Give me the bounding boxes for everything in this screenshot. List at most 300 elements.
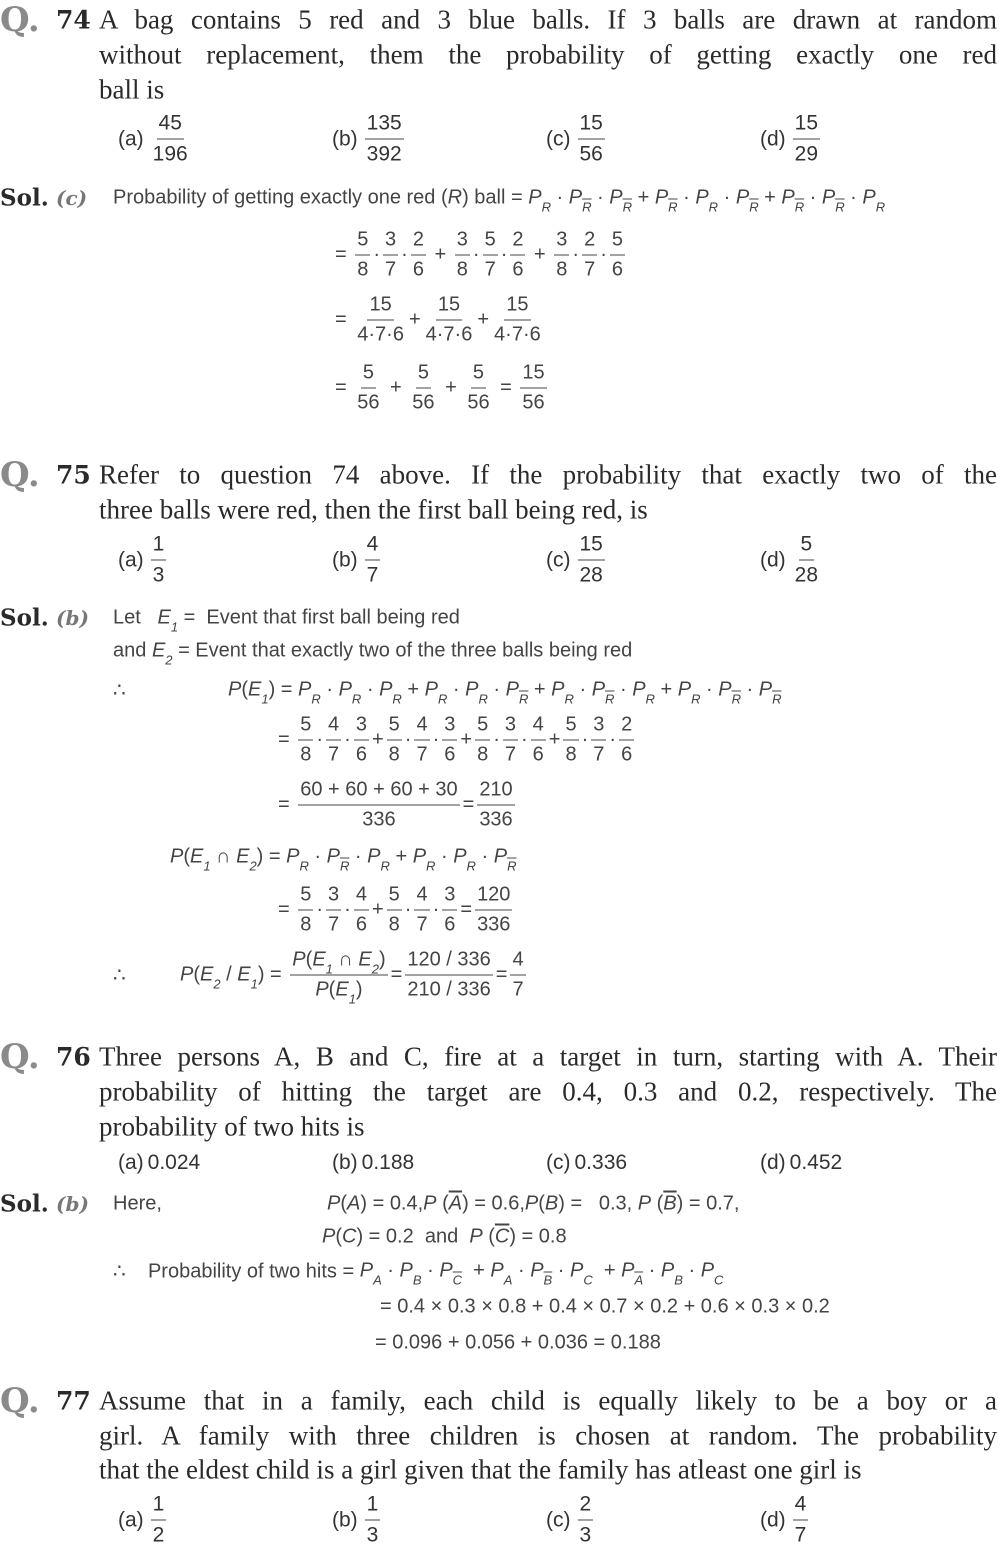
- variable-symbol: P: [695, 186, 709, 209]
- math-text: ·: [404, 728, 412, 751]
- math-subscripted-variable: [568, 186, 592, 215]
- math-text: 2: [152, 1523, 165, 1547]
- solution-line: [380, 1296, 830, 1319]
- math-text: 8: [565, 743, 577, 766]
- math-text: 7: [416, 743, 428, 766]
- fraction-numerator: [619, 714, 634, 741]
- fraction: [355, 229, 370, 282]
- fraction-numerator: [578, 533, 605, 561]
- math-text: 8: [300, 913, 312, 936]
- math-text: ·: [718, 186, 736, 209]
- answer-option: [118, 1493, 169, 1548]
- solution-answer: (b): [56, 1192, 89, 1216]
- option-label: (c): [546, 127, 571, 150]
- variable-symbol: P: [632, 678, 646, 701]
- math-subscripted-variable: [286, 845, 309, 874]
- question-text-line: ball is: [99, 74, 165, 105]
- math-text: 120 / 336: [407, 948, 491, 971]
- fraction: [510, 229, 525, 282]
- fraction: [414, 714, 429, 767]
- math-text: 60 + 60 + 60 + 30: [300, 778, 458, 801]
- question-text-line: Assume that in a family, each child is equally likely to be a boy or a: [99, 1385, 997, 1416]
- variable-subscript: R: [339, 858, 350, 874]
- question-text-line: that the eldest child is a girl given that the family has atleast one girl is: [99, 1454, 862, 1485]
- fraction-numerator: [436, 294, 462, 321]
- math-subscripted-variable: [700, 1259, 724, 1288]
- math-subscripted-variable: [200, 963, 221, 992]
- question-number: 75: [56, 460, 91, 490]
- math-text: = Event that first ball being red: [178, 606, 460, 629]
- variable-symbol: P: [505, 678, 519, 701]
- solution-line: [335, 362, 550, 415]
- math-subscripted-variable: [326, 845, 350, 874]
- math-text: +: [408, 308, 421, 331]
- math-text: 56: [522, 391, 545, 414]
- variable-subscript: A: [503, 1272, 513, 1288]
- fraction-denominator: [563, 741, 578, 767]
- fraction-numerator: [365, 1493, 381, 1521]
- math-variable: P: [524, 1192, 539, 1215]
- fraction: [455, 229, 470, 282]
- math-subscripted-variable: [157, 606, 179, 635]
- math-text: (: [651, 1192, 664, 1215]
- variable-symbol: P: [591, 678, 606, 701]
- fraction-denominator: [793, 1521, 809, 1548]
- math-text: ·: [573, 678, 592, 701]
- fraction-numerator: [387, 714, 402, 741]
- math-text: ·: [512, 1259, 531, 1282]
- math-text: ·: [472, 243, 480, 266]
- math-text: 15: [522, 361, 545, 384]
- math-text: ·: [591, 186, 610, 209]
- variable-subscript: C: [452, 1272, 463, 1288]
- variable-symbol: P: [654, 186, 669, 209]
- solution-label: Sol.: [0, 604, 49, 632]
- fraction-numerator: [387, 884, 402, 911]
- fraction-numerator: [510, 949, 525, 976]
- fraction-numerator: [298, 884, 313, 911]
- variable-subscript: R: [622, 199, 633, 215]
- variable-subscript: 2: [213, 976, 221, 992]
- math-text: ) = 0.2 and: [356, 1225, 470, 1248]
- question-text-line: probability of hitting the target are 0.4, 0.3 and 0.2, respectively. The: [99, 1076, 997, 1107]
- fraction-denominator: [475, 741, 490, 767]
- math-subscripted-variable: [236, 845, 257, 874]
- solution-line: [228, 678, 782, 707]
- variable-symbol: P: [700, 1259, 715, 1282]
- math-text: 8: [388, 913, 400, 936]
- math-text: 5: [357, 228, 369, 251]
- variable-subscript: R: [478, 691, 488, 707]
- math-text: ·: [487, 678, 506, 701]
- math-text: ·: [493, 728, 500, 751]
- math-text: 15: [579, 111, 603, 135]
- solution-line: [278, 714, 637, 767]
- option-label: (a): [118, 127, 144, 150]
- math-text: =: [390, 963, 403, 986]
- answer-option: [760, 112, 823, 167]
- question-text-line: girl. A family with three children is chosen at random. The probability: [99, 1420, 997, 1451]
- math-text: ·: [344, 898, 351, 921]
- fraction: [578, 533, 605, 588]
- fraction-denominator: [411, 256, 426, 282]
- fraction: [442, 714, 457, 767]
- fraction-numerator: [383, 229, 398, 256]
- fraction: [554, 229, 569, 282]
- math-subscripted-variable: [379, 678, 402, 707]
- fraction: [591, 714, 606, 767]
- math-text: ·: [401, 243, 408, 266]
- math-text: ·: [447, 678, 466, 701]
- math-variable: P: [637, 1192, 652, 1215]
- math-text: and: [113, 639, 152, 662]
- fraction-denominator: [578, 561, 605, 588]
- math-text: ·: [609, 728, 617, 751]
- fraction: [326, 884, 341, 937]
- variable-symbol: P: [493, 845, 508, 868]
- math-text: 4·7·6: [494, 323, 541, 346]
- variable-symbol: P: [298, 678, 312, 701]
- fraction-denominator: [554, 256, 569, 282]
- math-subscripted-variable: [654, 186, 678, 215]
- math-text: 2: [621, 713, 633, 736]
- question-text-line: A bag contains 5 red and 3 blue balls. If 3 balls are drawn at random: [99, 4, 997, 35]
- fraction-denominator: [355, 389, 381, 415]
- math-text: 7: [416, 913, 428, 936]
- math-text: (: [482, 1225, 495, 1248]
- solution-line: [180, 948, 529, 1007]
- math-text: 7: [794, 1523, 807, 1547]
- math-text: ) = 0.6,: [462, 1192, 525, 1215]
- question-text-line: Refer to question 74 above. If the probability that exactly two of the: [99, 459, 997, 490]
- math-text: 15: [579, 532, 603, 556]
- option-label: (d): [760, 1508, 786, 1531]
- math-text: 0.024: [147, 1151, 201, 1174]
- math-text: = Event that exactly two of the three balls being red: [172, 639, 633, 662]
- math-text: +: [528, 678, 552, 701]
- fraction-numerator: [520, 362, 546, 389]
- math-text: 0.336: [574, 1151, 628, 1174]
- fraction: [405, 949, 492, 1002]
- variable-subscript: R: [708, 199, 719, 215]
- variable-symbol: P: [326, 845, 340, 868]
- math-text: =: [278, 898, 296, 921]
- math-text: 8: [388, 743, 400, 766]
- variable-subscript: C: [583, 1272, 593, 1288]
- fraction-denominator: [520, 389, 546, 415]
- fraction: [619, 714, 634, 767]
- fraction: [424, 294, 475, 347]
- variable-subscript: 1: [348, 991, 356, 1007]
- math-subscripted-variable: [237, 963, 258, 992]
- math-text: 3: [152, 563, 165, 587]
- fraction-denominator: [610, 256, 625, 282]
- math-text: 4: [794, 1492, 807, 1516]
- math-text: +: [401, 678, 425, 701]
- solution-line: [327, 1193, 739, 1216]
- option-label: (b): [332, 1508, 358, 1531]
- math-text: +: [389, 845, 413, 868]
- solution-line: [113, 186, 886, 215]
- math-text: ·: [600, 243, 607, 266]
- math-text: (: [335, 1225, 343, 1248]
- math-text: 3: [593, 713, 605, 736]
- math-text: 3: [444, 713, 456, 736]
- math-text: 5: [362, 361, 374, 384]
- math-text: ·: [308, 845, 327, 868]
- option-label: (b): [332, 1151, 358, 1174]
- solution-line: [322, 1226, 567, 1249]
- answer-option: [760, 533, 823, 588]
- fraction-numerator: [483, 229, 498, 256]
- math-text: 2: [512, 228, 524, 251]
- math-text: 4: [416, 883, 428, 906]
- answer-option: [760, 1151, 842, 1175]
- solution-line: [113, 1193, 162, 1216]
- math-text: 3: [328, 883, 340, 906]
- math-text: (: [538, 1192, 545, 1215]
- math-text: =: [495, 963, 508, 986]
- math-variable: P: [292, 948, 306, 971]
- math-text: Here,: [113, 1192, 162, 1215]
- fraction-denominator: [360, 806, 397, 832]
- math-subscripted-variable: [453, 845, 476, 874]
- fraction-denominator: [151, 140, 190, 167]
- math-text: 3: [444, 883, 456, 906]
- fraction-denominator: [298, 911, 313, 937]
- math-subscripted-variable: [490, 1259, 513, 1288]
- question-text-line: without replacement, them the probability of getting exactly one red: [99, 39, 997, 70]
- math-text: 45: [158, 111, 182, 135]
- variable-subscript: R: [466, 858, 476, 874]
- math-subscripted-variable: [862, 186, 886, 215]
- math-text: ·: [552, 1259, 570, 1282]
- fraction: [477, 779, 514, 832]
- math-subscripted-variable: [412, 845, 436, 874]
- math-text: ) = 0.3,: [558, 1192, 638, 1215]
- fraction-numerator: [475, 884, 512, 911]
- fraction-numerator: [442, 714, 457, 741]
- variable-symbol: E: [236, 845, 250, 868]
- fraction-numerator: [405, 949, 492, 976]
- math-text: 7: [366, 563, 379, 587]
- math-text: 7: [593, 743, 605, 766]
- fraction-numerator: [504, 294, 530, 321]
- fraction-numerator: [455, 229, 470, 256]
- option-label: (d): [760, 1151, 786, 1174]
- math-text: 196: [152, 142, 188, 166]
- math-text: ∴ Probability of two hits =: [113, 1260, 360, 1283]
- math-text: ·: [804, 186, 822, 209]
- solution-line: [278, 884, 515, 937]
- math-text: 2: [584, 228, 596, 251]
- math-text: 28: [579, 563, 603, 587]
- option-label: (c): [546, 1151, 571, 1174]
- variable-symbol: P: [781, 186, 795, 209]
- math-subscripted-variable: [591, 678, 615, 707]
- variable-subscript: R: [691, 691, 701, 707]
- fraction-denominator: [405, 976, 492, 1002]
- fraction-numerator: [475, 714, 490, 741]
- fraction-numerator: [471, 362, 486, 389]
- math-text: 5: [565, 713, 577, 736]
- variable-subscript: R: [668, 199, 678, 215]
- variable-subscript: R: [311, 691, 321, 707]
- math-text: 56: [467, 391, 490, 414]
- fraction-numerator: [793, 1493, 809, 1521]
- variable-subscript: R: [749, 199, 759, 215]
- fraction: [492, 294, 543, 347]
- math-subscripted-variable: [570, 1259, 593, 1288]
- question-marker: Q.: [0, 1381, 40, 1421]
- fraction: [365, 1493, 381, 1548]
- math-text: 210 / 336: [407, 978, 491, 1001]
- math-text: 8: [556, 258, 568, 281]
- math-variable: P: [180, 963, 194, 986]
- option-label: (b): [332, 127, 358, 150]
- variable-symbol: P: [530, 1259, 544, 1282]
- fraction: [355, 362, 381, 415]
- fraction-numerator: [355, 229, 370, 256]
- math-subscripted-variable: [758, 678, 782, 707]
- math-text: 4·7·6: [425, 323, 473, 346]
- math-text: 6: [611, 258, 623, 281]
- fraction: [503, 714, 518, 767]
- math-text: +: [528, 243, 552, 266]
- fraction: [563, 714, 578, 767]
- fraction: [298, 714, 313, 767]
- variable-subscript: R: [794, 199, 805, 215]
- math-variable: P: [423, 1192, 437, 1215]
- math-text: 1: [366, 1492, 379, 1516]
- variable-subscript: R: [605, 691, 615, 707]
- variable-subscript: R: [426, 858, 436, 874]
- math-text: 6: [412, 258, 424, 281]
- fraction: [298, 779, 459, 832]
- math-text: 15: [506, 293, 529, 316]
- fraction-denominator: [365, 140, 404, 167]
- math-text: 5: [388, 883, 400, 906]
- math-text: 3: [366, 1523, 379, 1547]
- fraction: [475, 884, 512, 937]
- variable-symbol: E: [237, 963, 251, 986]
- math-text: ·: [740, 678, 759, 701]
- math-text: ·: [432, 728, 440, 751]
- math-text: 5: [611, 228, 623, 251]
- math-text: 5: [300, 883, 312, 906]
- variable-subscript: R: [582, 199, 592, 215]
- math-text: +: [758, 186, 782, 209]
- fraction: [387, 884, 402, 937]
- fraction: [355, 294, 406, 347]
- variable-subscript: R: [380, 858, 390, 874]
- math-text: 0.452: [789, 1151, 843, 1174]
- variable-symbol: P: [465, 678, 479, 701]
- math-text: 392: [366, 142, 402, 166]
- math-subscripted-variable: [439, 1259, 463, 1288]
- math-text: ·: [435, 845, 454, 868]
- solution-answer: (b): [56, 606, 89, 630]
- math-text: =: [460, 898, 473, 921]
- answer-option: [546, 533, 608, 588]
- fraction-numerator: [416, 362, 431, 389]
- math-variable: P: [327, 1192, 341, 1215]
- solution-line: [170, 845, 517, 874]
- math-text: +: [462, 1259, 491, 1282]
- math-text: 120: [477, 883, 511, 906]
- math-subscripted-variable: [399, 1259, 422, 1288]
- option-label: (a): [118, 1508, 144, 1531]
- math-subscripted-variable: [190, 845, 211, 874]
- fraction-denominator: [582, 256, 597, 282]
- fraction-denominator: [354, 741, 369, 767]
- math-text: +: [654, 678, 678, 701]
- math-text: +: [384, 376, 408, 399]
- fraction-numerator: [326, 714, 341, 741]
- fraction: [387, 714, 402, 767]
- fraction-denominator: [793, 561, 820, 588]
- math-text: +: [460, 728, 473, 751]
- fraction: [151, 1493, 167, 1548]
- math-text: /: [220, 963, 238, 986]
- option-label: (b): [332, 548, 358, 571]
- fraction-numerator: [411, 229, 426, 256]
- math-text: (: [193, 963, 201, 986]
- fraction-numerator: [367, 294, 393, 321]
- math-text: 1: [152, 532, 165, 556]
- math-text: 5: [388, 713, 400, 736]
- math-text: 8: [456, 258, 468, 281]
- fraction-numerator: [510, 229, 525, 256]
- math-text: ·: [404, 898, 412, 921]
- variable-subscript: R: [835, 199, 845, 215]
- fraction-numerator: [582, 229, 597, 256]
- math-complement-variable: $\overline{A}$: [448, 1192, 463, 1215]
- math-text: 4: [328, 713, 340, 736]
- fraction-numerator: [563, 714, 578, 741]
- math-text: 4: [512, 948, 524, 971]
- fraction: [793, 1493, 809, 1548]
- math-text: ·: [373, 243, 381, 266]
- fraction: [326, 714, 341, 767]
- question-text-line: Three persons A, B and C, fire at a target in turn, starting with A. Their: [99, 1041, 997, 1072]
- fraction: [578, 112, 605, 167]
- math-variable: B: [544, 1192, 559, 1215]
- variable-symbol: P: [453, 845, 467, 868]
- math-text: ·: [344, 728, 351, 751]
- question-marker: Q.: [0, 455, 40, 495]
- fraction: [151, 533, 167, 588]
- math-variable: P: [322, 1225, 336, 1248]
- math-text: =: [335, 308, 353, 331]
- math-subscripted-variable: [735, 186, 759, 215]
- math-text: 7: [328, 913, 340, 936]
- fraction-denominator: [442, 911, 457, 937]
- math-text: 28: [794, 563, 819, 587]
- math-text: =: [494, 376, 518, 399]
- solution-line: [113, 678, 126, 703]
- fraction: [520, 362, 546, 415]
- math-text: ·: [320, 678, 339, 701]
- math-text: ) ball =: [462, 186, 529, 209]
- solution-line: [335, 229, 628, 282]
- variable-subscript: R: [645, 691, 655, 707]
- variable-symbol: E: [248, 678, 262, 701]
- math-text: =: [335, 376, 353, 399]
- fraction-numerator: [591, 714, 606, 741]
- math-text: 336: [479, 808, 513, 831]
- fraction: [411, 229, 426, 282]
